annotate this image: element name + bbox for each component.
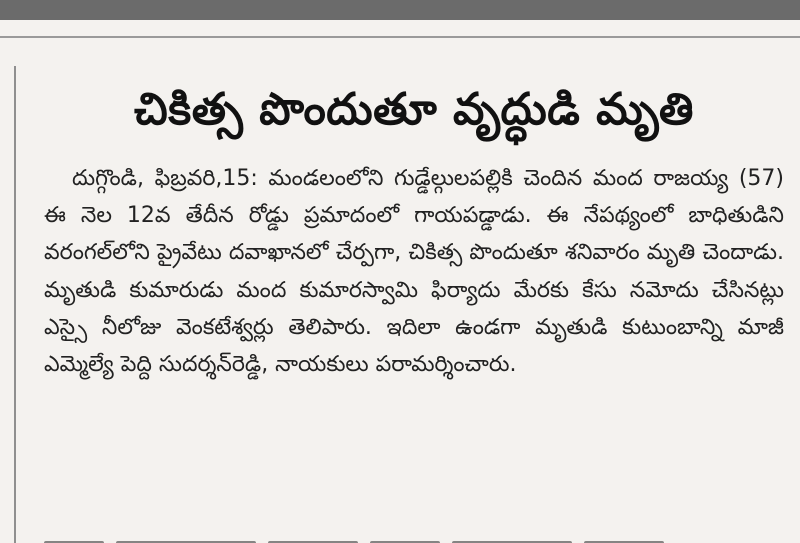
news-article — [44, 78, 784, 383]
article-body: దుగ్గొండి, ఫిబ్రవరి,15: మండలంలోని గుడ్డేల్గులపల్లికి చెందిన మంద రాజయ్య (57) ఈ నెల 12వ తేదీన రోడ్డు ప్రమాదంలో గాయపడ్డాడు. ఈ నేపథ్యంలో బాధితుడిని వరంగల్‌లోని ప్రైవేటు దవాఖానలో చేర్పగా, చికిత్స పొందుతూ శనివారం మృతి చెందాడు. మృతుడి కుమారుడు మంద కుమారస్వామి ఫిర్యాదు మేరకు కేసు నమోదు చేసినట్లు ఎస్సై నీలోజు వెంకటేశ్వర్లు తెలిపారు. ఇదిలా ఉండగా మృతుడి కుటుంబాన్ని మాజీ ఎమ్మెల్యే పెద్ది సుదర్శన్‌రెడ్డి, నాయకులు పరామర్శించారు. — [44, 166, 784, 378]
top-divider-rule — [0, 36, 800, 38]
column-divider-rule — [14, 66, 16, 543]
top-header-band — [0, 0, 800, 20]
article-headline: చికిత్స పొందుతూ వృద్ధుడి మృతి — [134, 84, 694, 135]
cropped-next-paragraph — [44, 530, 784, 543]
